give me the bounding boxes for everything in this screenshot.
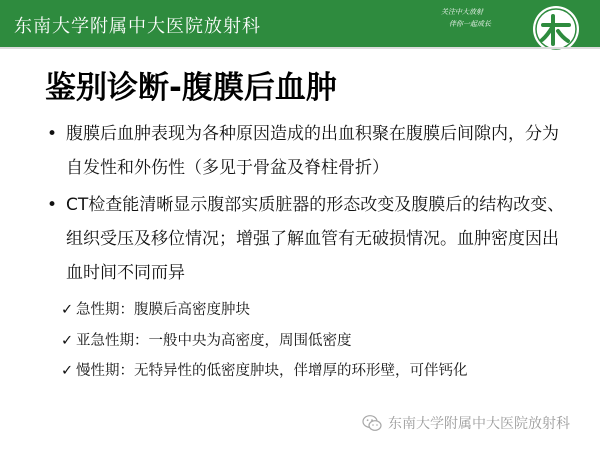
bullet-item [47, 188, 567, 290]
sub-item-text: 慢性期：无特异性的低密度肿块，伴增厚的环形壁，可伴钙化 [76, 363, 468, 379]
header-slogan [441, 6, 521, 30]
sub-item [61, 361, 468, 381]
bullet-dot: • [47, 124, 58, 144]
sub-item-text: 急性期：腹膜后高密度肿块 [76, 302, 250, 318]
watermark-text: 东南大学附属中大医院放射科 [388, 416, 570, 432]
slogan-line-2: 伴你一起成长 [449, 20, 491, 28]
bullet-text: 腹膜后血肿表现为各种原因造成的出血积聚在腹膜后间隙内，分为自发性和外伤性（多见于骨盆及脊柱骨折） [66, 124, 559, 178]
bullet-dot: • [47, 195, 58, 215]
check-icon: ✓ [61, 302, 74, 318]
slogan-line-1: 关注中大放射 [441, 8, 483, 16]
sub-item [61, 300, 250, 320]
sub-item [61, 331, 352, 351]
header-title: 东南大学附属中大医院放射科 [14, 16, 261, 37]
slide-title: 鉴别诊断-腹膜后血肿 [45, 70, 337, 106]
check-icon: ✓ [61, 333, 74, 349]
sub-item-text: 亚急性期：一般中央为高密度，周围低密度 [76, 333, 352, 349]
header-divider [0, 47, 600, 49]
bullet-item [47, 117, 567, 185]
bullet-text: CT检查能清晰显示腹部实质脏器的形态改变及腹膜后的结构改变、组织受压及移位情况；增强了解血管有无破损情况。血肿密度因出血时间不同而异 [66, 195, 565, 283]
check-icon: ✓ [61, 363, 74, 379]
wechat-icon [362, 414, 382, 432]
header-bar [0, 0, 600, 47]
